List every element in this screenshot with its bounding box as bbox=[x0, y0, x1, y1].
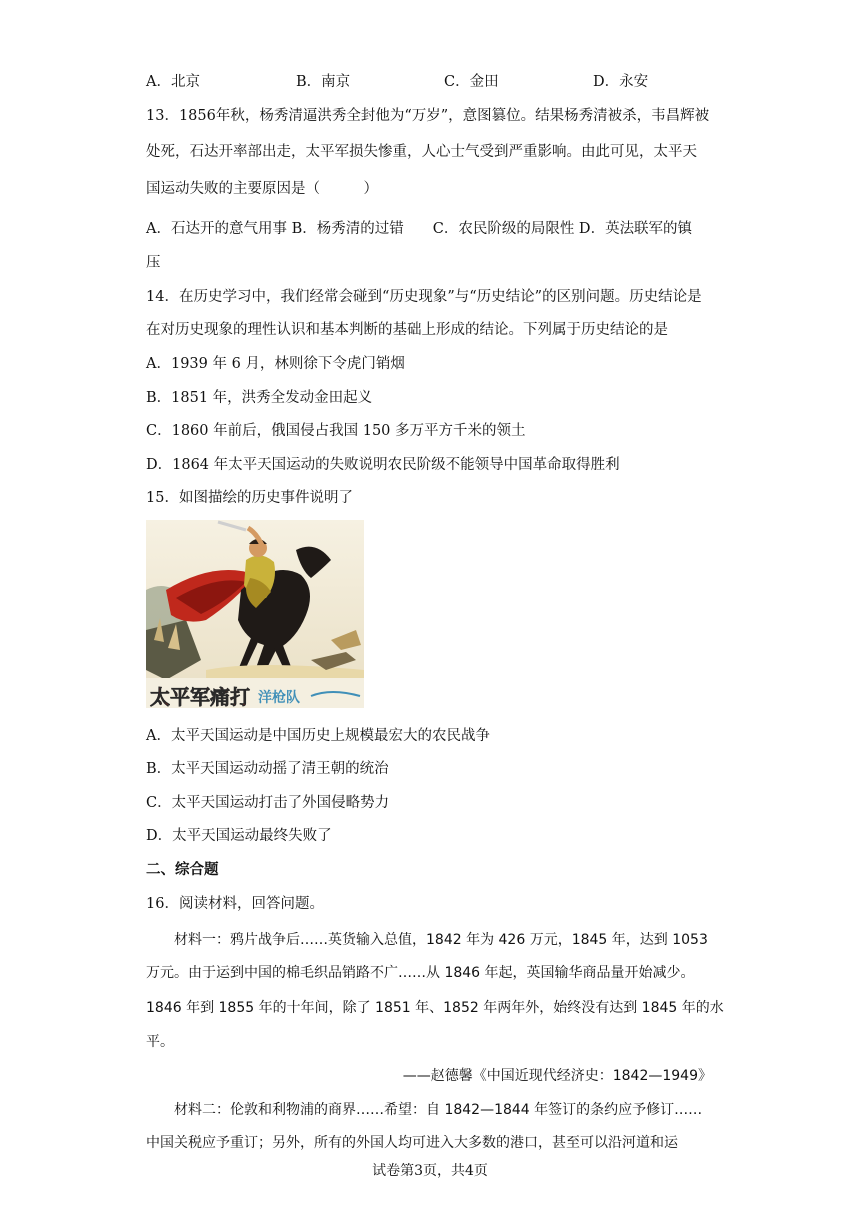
q12-option-d: D．永安 bbox=[593, 74, 649, 90]
q12-option-a: A．北京 bbox=[146, 74, 200, 90]
q14-option-a: A．1939 年 6 月，林则徐下令虎门销烟 bbox=[146, 356, 405, 372]
q13-stem-line3: 国运动失败的主要原因是（ ） bbox=[146, 181, 378, 197]
q14-option-b: B．1851 年，洪秀全发动金田起义 bbox=[146, 390, 373, 406]
q14-stem-line2: 在对历史现象的理性认识和基本判断的基础上形成的结论。下列属于历史结论的是 bbox=[146, 322, 668, 338]
q16-material1-line4: 平。 bbox=[146, 1034, 174, 1050]
q15-stem: 15．如图描绘的历史事件说明了 bbox=[146, 490, 353, 506]
q12-option-b: B．南京 bbox=[296, 74, 351, 90]
q12-option-c: C．金田 bbox=[444, 74, 499, 90]
q16-material2-line1: 材料二：伦敦和利物浦的商界……希望：自 1842—1844 年签订的条约应予修订…… bbox=[174, 1102, 703, 1118]
q16-material2-line2: 中国关税应予重订；另外，所有的外国人均可进入大多数的港口，甚至可以沿河道和运 bbox=[146, 1135, 678, 1151]
q15-option-c: C．太平天国运动打击了外国侵略势力 bbox=[146, 795, 390, 811]
q13-options-line: A．石达开的意气用事 B．杨秀清的过错 C．农民阶级的局限性 D．英法联军的镇 bbox=[146, 221, 693, 237]
q16-material1-line1: 材料一：鸦片战争后……英货输入总值，1842 年为 426 万元，1845 年，达到 1053 bbox=[174, 932, 708, 948]
illustration-caption-red: 太平军痛打 bbox=[150, 685, 250, 708]
q15-option-b: B．太平天国运动动摇了清王朝的统治 bbox=[146, 761, 389, 777]
taiping-battle-illustration bbox=[146, 520, 364, 708]
q13-stem-line1: 13．1856年秋，杨秀清逼洪秀全封他为“万岁”，意图篡位。结果杨秀清被杀，韦昌辉被 bbox=[146, 108, 710, 124]
q16-material1-line2: 万元。由于运到中国的棉毛织品销路不广……从 1846 年起，英国输华商品量开始减少。 bbox=[146, 965, 695, 981]
q16-stem: 16．阅读材料，回答问题。 bbox=[146, 896, 324, 912]
q14-option-c: C．1860 年前后，俄国侵占我国 150 多万平方千米的领土 bbox=[146, 423, 526, 439]
q13-stem-line2: 处死，石达开率部出走，太平军损失惨重，人心士气受到严重影响。由此可见，太平天 bbox=[146, 144, 697, 160]
q14-option-d: D．1864 年太平天国运动的失败说明农民阶级不能领导中国革命取得胜利 bbox=[146, 457, 620, 473]
q14-stem-line1: 14．在历史学习中，我们经常会碰到“历史现象”与“历史结论”的区别问题。历史结论是 bbox=[146, 289, 702, 305]
illustration-caption-blue: 洋枪队 bbox=[258, 690, 300, 706]
q15-option-d: D．太平天国运动最终失败了 bbox=[146, 828, 332, 844]
section-title: 二、综合题 bbox=[146, 861, 219, 878]
q13-options-wrap: 压 bbox=[146, 255, 161, 271]
q16-material1-source: ——赵德馨《中国近现代经济史：1842—1949》 bbox=[402, 1068, 712, 1084]
q15-option-a: A．太平天国运动是中国历史上规模最宏大的农民战争 bbox=[146, 728, 490, 744]
q16-material1-line3: 1846 年到 1855 年的十年间，除了 1851 年、1852 年两年外，始终没有达到 1845 年的水 bbox=[146, 1000, 724, 1016]
page-footer: 试卷第3页，共4页 bbox=[372, 1163, 488, 1179]
